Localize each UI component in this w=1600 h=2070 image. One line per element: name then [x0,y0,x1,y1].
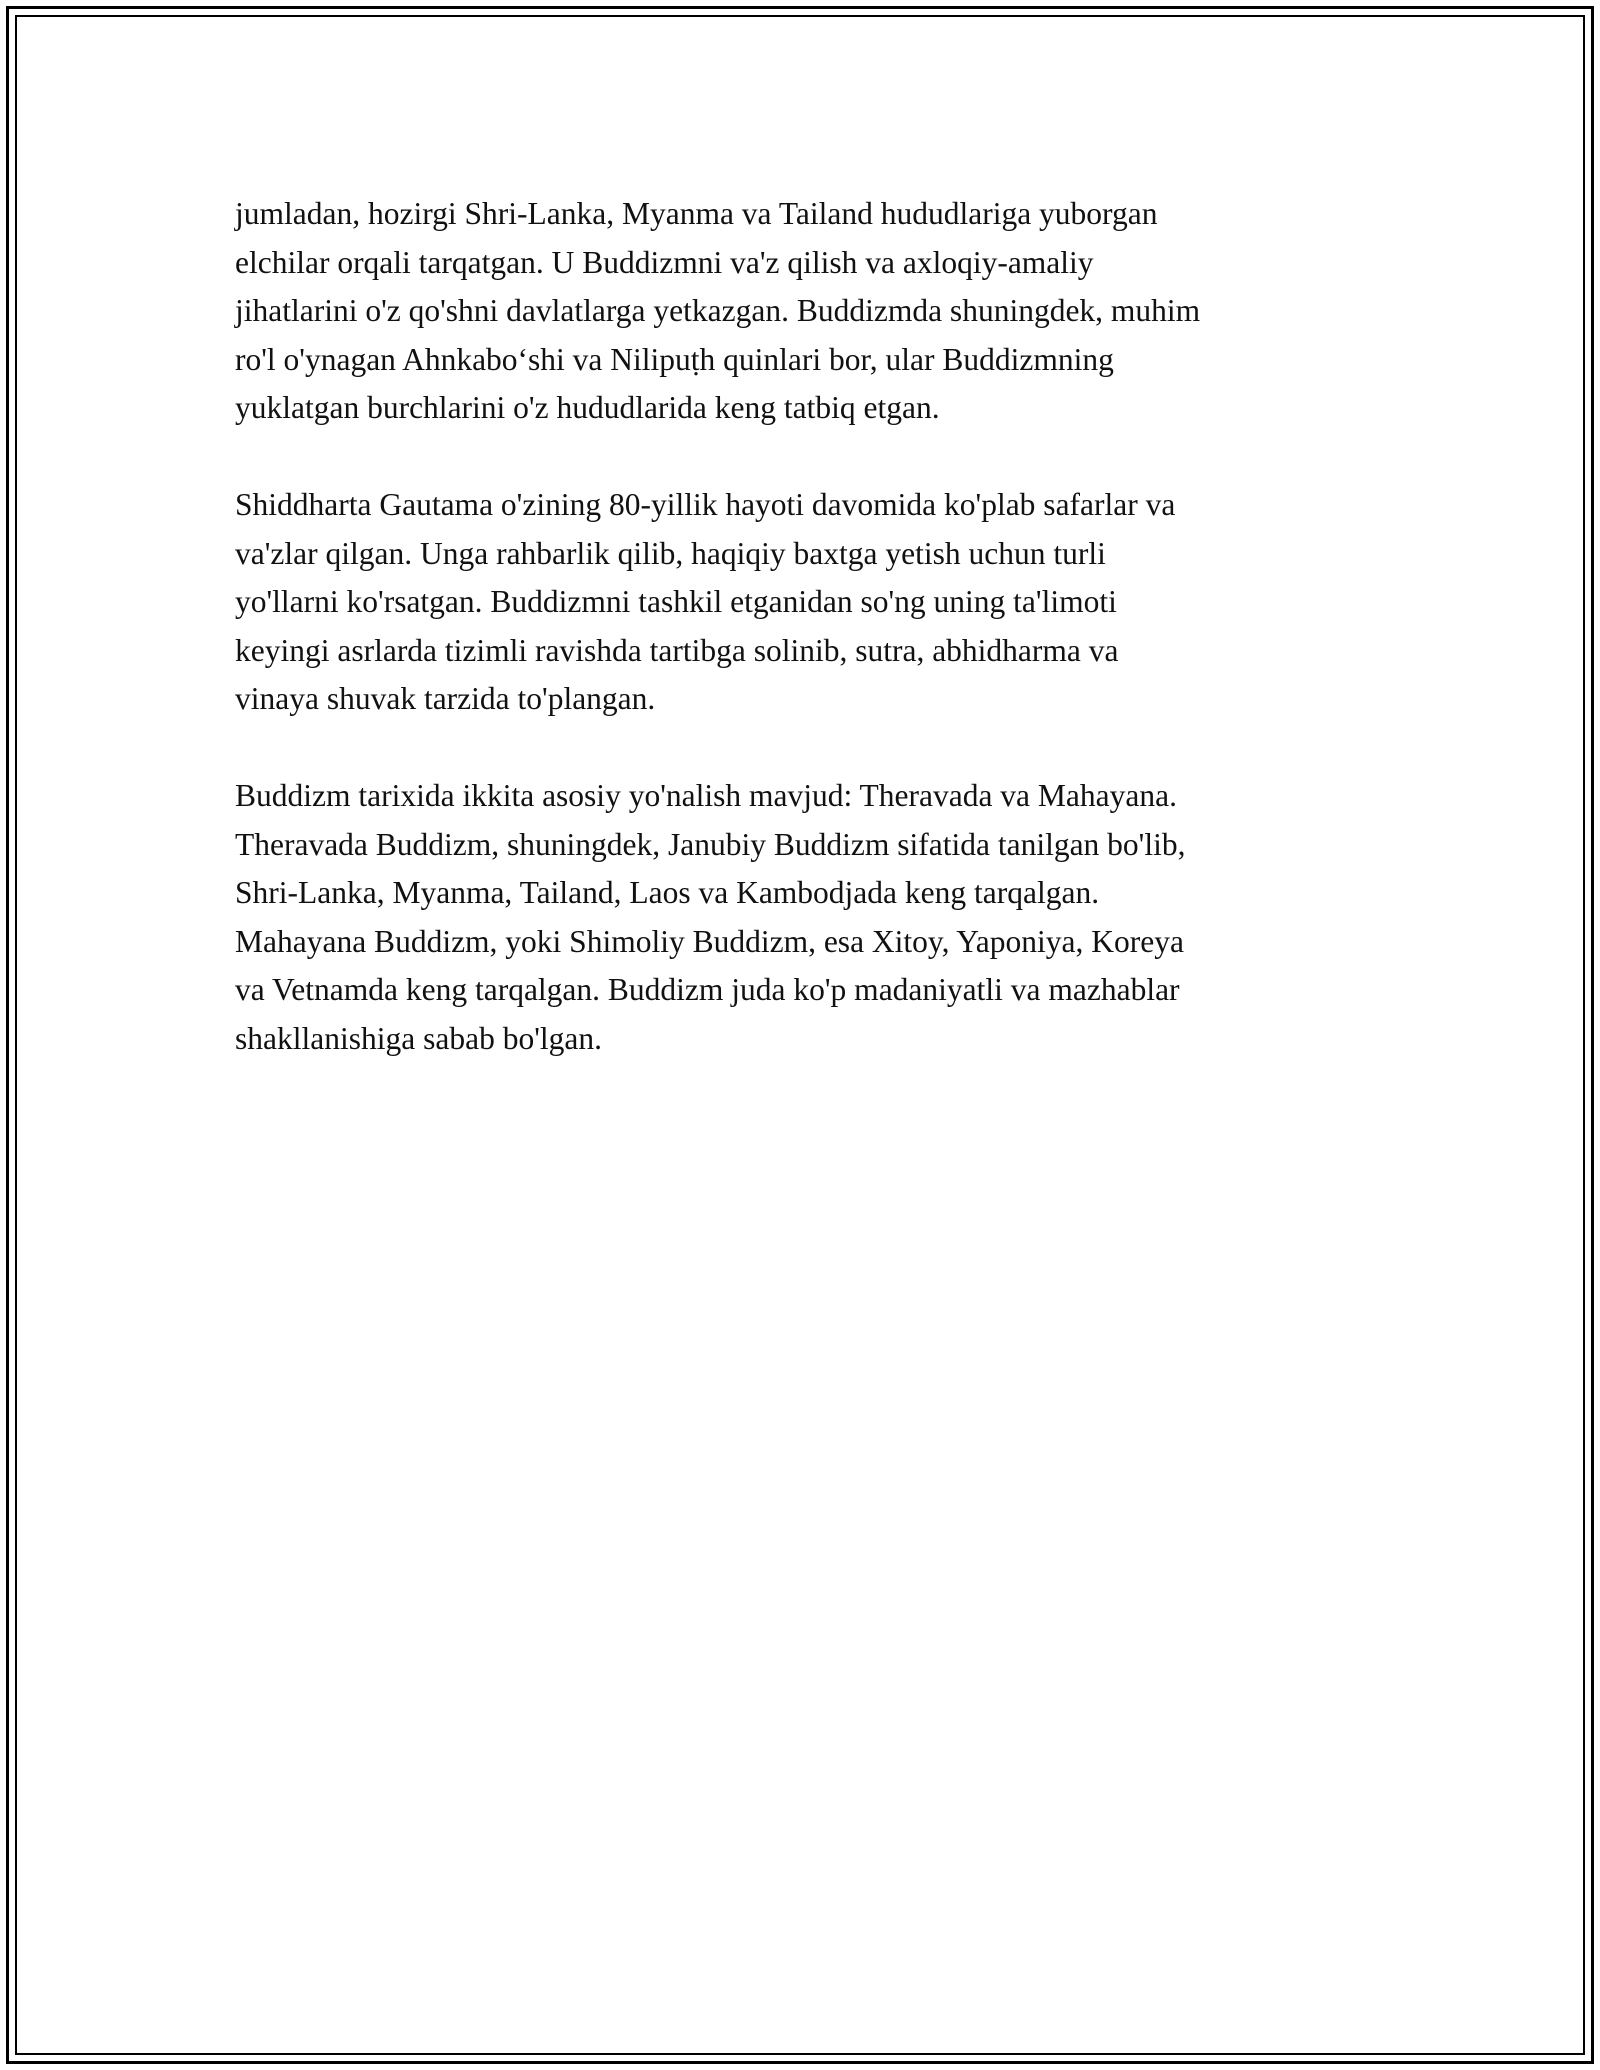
text-line: yuklatgan burchlarini o'z hududlarida keng tatbiq etgan. [235,390,940,425]
document-body [235,190,1375,1112]
text-line: va Vetnamda keng tarqalgan. Buddizm juda ko'p madaniyatli va mazhablar [235,972,1180,1007]
paragraph-3 [235,772,1375,1063]
text-line: Theravada Buddizm, shuningdek, Janubiy Buddizm sifatida tanilgan bo'lib, [235,826,1186,862]
paragraph-1 [235,190,1375,433]
text-line: jumladan, hozirgi Shri-Lanka, Myanma va Tailand hududlariga yuborgan [235,196,1158,231]
paragraph-2 [235,481,1375,724]
text-line: va'zlar qilgan. Unga rahbarlik qilib, haqiqiy baxtga yetish uchun turli [235,535,1106,571]
text-line: yo'llarni ko'rsatgan. Buddizmni tashkil etganidan so'ng uning ta'limoti [235,584,1117,619]
text-line: Shri-Lanka, Myanma, Tailand, Laos va Kambodjada keng tarqalgan. [235,875,1100,910]
text-line: Buddizm tarixida ikkita asosiy yo'nalish mavjud: Theravada va Mahayana. [235,778,1177,813]
text-line: jihatlarini o'z qo'shni davlatlarga yetkazgan. Buddizmda shuningdek, muhim [235,293,1201,328]
text-line: shakllanishiga sabab bo'lgan. [235,1020,602,1056]
text-line: vinaya shuvak tarzida to'plangan. [235,681,656,716]
text-line: elchilar orqali tarqatgan. U Buddizmni va'z qilish va axloqiy-amaliy [235,244,1094,280]
text-line: keyingi asrlarda tizimli ravishda tartibga solinib, sutra, abhidharma va [235,632,1119,668]
text-line: ro'l o'ynagan Ahnkabo‘shi va Nilipuṭh quinlari bor, ular Buddizmning [235,341,1114,377]
text-line: Shiddharta Gautama o'zining 80-yillik hayoti davomida ko'plab safarlar va [235,487,1176,522]
text-line: Mahayana Buddizm, yoki Shimoliy Buddizm, esa Xitoy, Yaponiya, Koreya [235,923,1184,959]
